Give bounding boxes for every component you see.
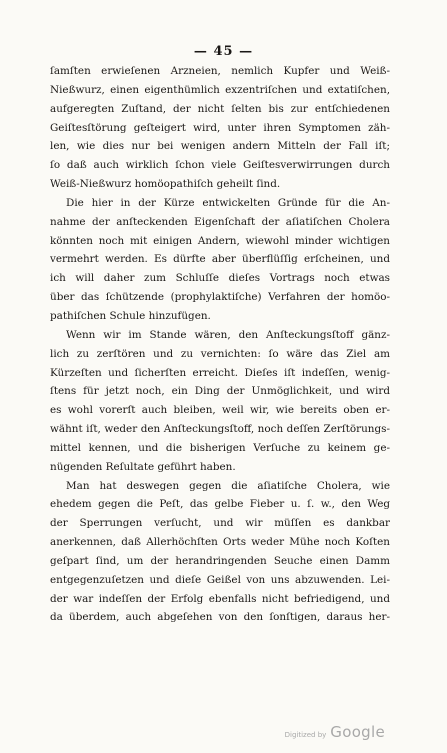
text-line: der war indeſſen der Erfolg ebenfalls nicht befriedigend, und xyxy=(50,592,390,605)
text-line: aufgeregten Zuſtand, der nicht ſelten bis zur entſchiedenen xyxy=(50,102,390,115)
text-line: Weiß-Nießwurz homöopathiſch geheilt ſind. xyxy=(50,178,281,191)
text-line: ſtens für jetzt noch, ein Ding der Unmöglichkeit, und wird xyxy=(50,385,390,398)
text-line: über das ſchützende (prophylaktiſche) Verfahren der homöo- xyxy=(50,291,390,304)
text-line: könnten noch mit einigen Andern, wiewohl minder wichtigen xyxy=(50,234,390,247)
google-logo: Google xyxy=(330,723,385,741)
text-line: Kürzeſten und ſicherſten erreicht. Dieſes iſt indeſſen, wenig- xyxy=(50,366,390,379)
paragraph-start-line: Die hier in der Kürze entwickelten Gründe für die An- xyxy=(66,196,390,209)
text-line: da überdem, auch abgeſehen von den ſonſtigen, daraus her- xyxy=(50,611,390,624)
paragraph-start-line: Man hat deswegen gegen die aſiatiſche Cholera, wie xyxy=(66,479,390,492)
text-line: nügenden Reſultate geführt haben. xyxy=(50,460,236,473)
text-line: wähnt iſt, weder den Anſteckungsſtoff, noch deſſen Zerſtörungs- xyxy=(50,423,390,436)
digitized-label: Digitized by xyxy=(284,731,327,739)
text-line: nahme der anſteckenden Eigenſchaft der aſiatiſchen Cholera xyxy=(50,215,390,228)
page-number: — 45 — xyxy=(193,44,254,59)
text-line: ſo daß auch wirklich ſchon viele Geiſtesverwirrungen durch xyxy=(50,159,390,172)
text-line: mittel kennen, und die bisherigen Verſuche zu keinem ge- xyxy=(50,441,390,454)
text-line: es wohl vorerſt auch bleiben, weil wir, wie bereits oben er- xyxy=(50,404,390,417)
text-line: vermehrt werden. Es dürfte aber überflüſſig erſcheinen, und xyxy=(50,253,390,266)
text-line: anerkennen, daß Allerhöchſten Orts weder Mühe noch Koſten xyxy=(50,536,390,549)
text-line: ich will daher zum Schluſſe dieſes Vortrags noch etwas xyxy=(50,272,390,285)
text-line: der Sperrungen verſucht, und wir müſſen es dankbar xyxy=(50,517,390,530)
text-line: pathiſchen Schule hinzufügen. xyxy=(50,309,211,322)
text-line: lich zu zerſtören und zu vernichten: ſo wäre das Ziel am xyxy=(50,347,390,360)
text-line: Geiſtesſtörung geſteigert wird, unter ihren Symptomen zäh- xyxy=(50,121,390,134)
paragraph-start-line: Wenn wir im Stande wären, den Anſteckungsſtoff gänz- xyxy=(66,328,390,341)
body-text xyxy=(50,62,390,627)
text-line: ſamſten erwieſenen Arzneien, nemlich Kupfer und Weiß- xyxy=(50,65,390,77)
digitized-watermark xyxy=(285,723,385,741)
text-line: ehedem gegen die Peſt, das gelbe Fieber u. ſ. w., den Weg xyxy=(50,498,390,511)
text-line: entgegenzuſetzen und dieſe Geißel von uns abzuwenden. Lei- xyxy=(50,573,390,586)
text-line: Nießwurz, einen eigenthümlich exzentriſchen und extatiſchen, xyxy=(50,83,390,96)
text-line: len, wie dies nur bei wenigen andern Mitteln der Fall iſt; xyxy=(50,140,390,153)
text-line: geſpart ſind, um der herandringenden Seuche einen Damm xyxy=(50,554,390,567)
